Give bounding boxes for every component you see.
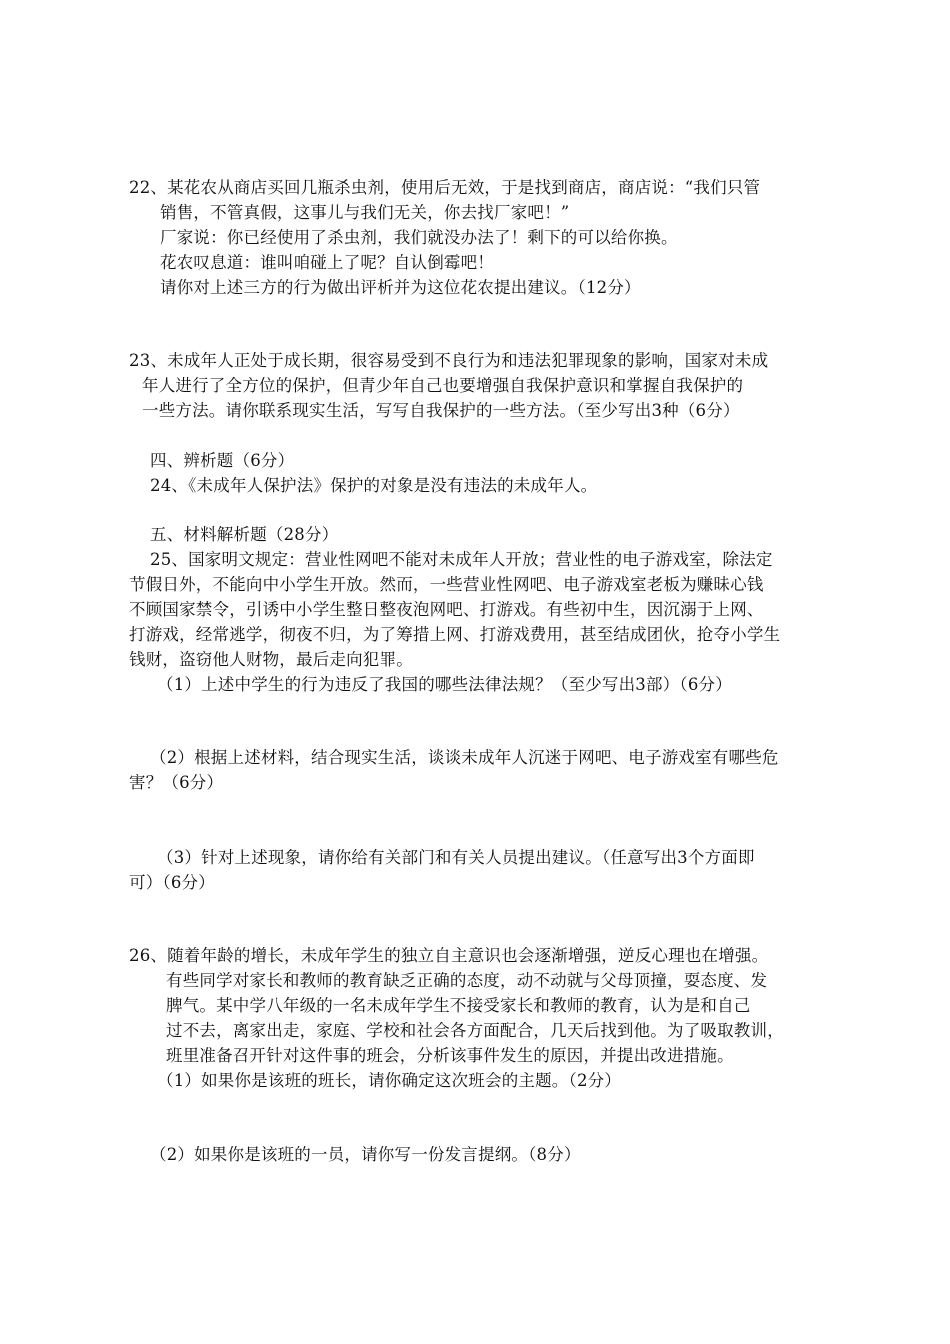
q25-line-5: 钱财，盗窃他人财物，最后走向犯罪。 <box>129 650 413 669</box>
q26-line-4: 过不去，离家出走，家庭、学校和社会各方面配合，几天后找到他。为了吸取教训， <box>166 1021 784 1040</box>
q22-line-5: 请你对上述三方的行为做出评析并为这位花农提出建议。（12分） <box>160 278 641 297</box>
q25-sub-3-line-1: （3）针对上述现象，请你给有关部门和有关人员提出建议。（任意写出3个方面即 <box>157 848 755 867</box>
q23-line-3: 一些方法。请你联系现实生活，写写自我保护的一些方法。（至少写出3种（6分） <box>142 401 740 420</box>
q26-sub-2: （2）如果你是该班的一员，请你写一份发言提纲。（8分） <box>150 1145 581 1164</box>
q25-sub-1: （1）上述中学生的行为违反了我国的哪些法律法规？（至少写出3部）（6分） <box>157 675 732 694</box>
q25-line-4: 打游戏，经常逃学，彻夜不归，为了筹措上网、打游戏费用，甚至结成团伙，抢夺小学生 <box>129 625 781 644</box>
q26-line-3: 脾气。某中学八年级的一名未成年学生不接受家长和教师的教育，认为是和自己 <box>166 996 751 1015</box>
q25-line-1: 25、国家明文规定：营业性网吧不能对未成年人开放；营业性的电子游戏室，除法定 <box>150 550 773 569</box>
q25-line-2: 节假日外，不能向中小学生开放。然而，一些营业性网吧、电子游戏室老板为赚昧心钱 <box>129 575 764 594</box>
q23-line-1: 23、未成年人正处于成长期，很容易受到不良行为和违法犯罪现象的影响，国家对未成 <box>129 351 769 370</box>
q25-sub-3-line-2: 可）（6分） <box>129 873 215 892</box>
q22-line-3: 厂家说：你已经使用了杀虫剂，我们就没办法了！剩下的可以给你换。 <box>160 228 678 247</box>
q26-line-2: 有些同学对家长和教师的教育缺乏正确的态度，动不动就与父母顶撞，耍态度、发 <box>166 971 768 990</box>
section-4-heading: 四、辨析题（6分） <box>150 451 295 470</box>
q25-line-3: 不顾国家禁令，引诱中小学生整日整夜泡网吧、打游戏。有些初中生，因沉溺于上网、 <box>129 600 764 619</box>
q24-text: 24、《未成年人保护法》保护的对象是没有违法的未成年人。 <box>150 476 598 495</box>
q26-line-5: 班里准备召开针对这件事的班会，分析该事件发生的原因，并提出改进措施。 <box>166 1046 734 1065</box>
q26-line-1: 26、随着年龄的增长，未成年学生的独立自主意识也会逐渐增强，逆反心理也在增强。 <box>129 946 769 965</box>
q22-line-1: 22、某花农从商店买回几瓶杀虫剂，使用后无效，于是找到商店，商店说：“我们只管 <box>129 178 761 197</box>
section-5-heading: 五、材料解析题（28分） <box>150 525 339 544</box>
q25-sub-2-line-1: （2）根据上述材料，结合现实生活，谈谈未成年人沉迷于网吧、电子游戏室有哪些危 <box>150 748 779 767</box>
q26-sub-1: （1）如果你是该班的班长，请你确定这次班会的主题。（2分） <box>157 1071 622 1090</box>
q25-sub-2-line-2: 害？（6分） <box>129 773 224 792</box>
q22-line-2: 销售，不管真假，这事儿与我们无关，你去找厂家吧！” <box>160 203 570 222</box>
q22-line-4: 花农叹息道：谁叫咱碰上了呢？自认倒霉吧！ <box>160 253 494 272</box>
q23-line-2: 年人进行了全方位的保护，但青少年自己也要增强自我保护意识和掌握自我保护的 <box>142 376 744 395</box>
